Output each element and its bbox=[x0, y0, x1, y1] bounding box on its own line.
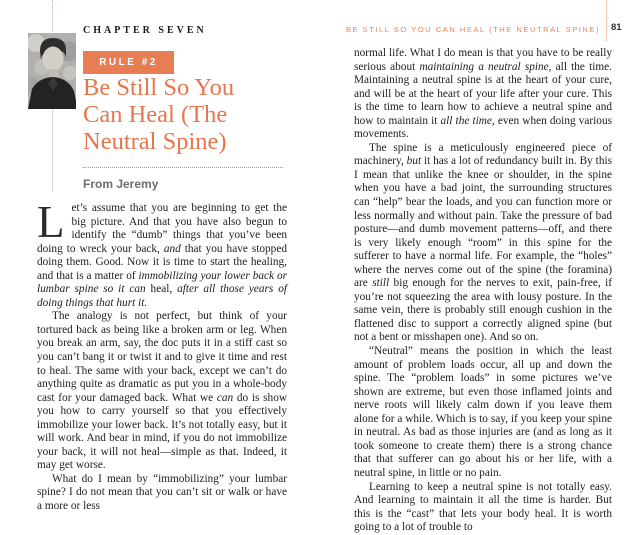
body-paragraph: Learning to keep a neutral spine is not totally easy. And learning to maintain it all the time is harder. But this is the “cast” that lets your body heal. It is worth going to a lot of trouble to bbox=[354, 480, 612, 534]
drop-cap: L bbox=[37, 197, 65, 247]
rule-badge bbox=[83, 51, 174, 74]
page-number: 81 bbox=[611, 22, 622, 33]
running-head: BE STILL SO YOU CAN HEAL (THE NEUTRAL SPINE) bbox=[345, 25, 600, 34]
body-paragraph bbox=[37, 197, 288, 310]
chapter-label: CHAPTER SEVEN bbox=[83, 25, 207, 36]
paragraph-text: et’s assume that you are beginning to get the big picture. And that you have also begun to identify the “dumb” things that you’ve been doing to wreck your back, and that you have stopped doing them. Good. Now it is time to start the healing, and that is a matter of immobilizing your lower back or lumbar spine so it can heal, after all those years of doing things that hurt it. bbox=[37, 202, 288, 309]
rule-badge-label: RULE #2 bbox=[99, 57, 158, 68]
body-paragraph: The analogy is not perfect, but think of your tortured back as being like a broken arm or leg. When you break an arm, say, the doc puts it in a stiff cast so you can’t bang it or twist it and to give it time and rest to heal. The same with your back, except we can’t do anything quite as dramatic as put you in a whole-body cast for your damaged back. What we can do is show you how to carry yourself so that you effectively immobilize your lower back. It’s not totally easy, but it will work. And bear in mind, if you do not immobilize your back, it will not heal—simple as that. Indeed, it may get worse. bbox=[37, 310, 287, 472]
body-paragraph: The spine is a meticulously engineered piece of machinery, but it has a lot of redundancy built in. By this I mean that unlike the knee or shoulder, in the spine when you have a bad joint, the surrounding structures can “help” bear the loads, and you can function more or less normally and without pain. Take the pressure of bad posture—and dumb movement patterns—off, and there is very likely enough “room” in this spine for the sufferer to have a normal life. For example, the “holes” where the nerves come out of the spine (the foramina) are still big enough for the nerves to exit, pain-free, if you’re not squeezing the area with lousy posture. In the same vein, there is probably still enough cushion in the flattened disc to support a correctly aligned spine (but not a bent or misshapen one). And so on. bbox=[354, 141, 612, 344]
left-column bbox=[37, 197, 288, 514]
author-photo bbox=[28, 33, 76, 109]
right-column bbox=[354, 47, 612, 535]
byline: From Jeremy bbox=[83, 177, 159, 191]
body-paragraph: “Neutral” means the position in which the least amount of problem loads occur, all up and down the spine. The “problem loads” in some pictures we’ve shown are extreme, but even those inflamed joints and nerve roots will likely calm down if you leave them alone for a while. Which is to say, if you keep your spine in neutral. As bad as those injuries are (and as long as it took someone to create them) there is a strong chance that that sufferer can go about his or her life, with a neutral spine, in little or no pain. bbox=[354, 345, 612, 479]
title-divider-dotted-rule bbox=[83, 167, 283, 168]
chapter-title: Be Still So You Can Heal (The Neutral Spine) bbox=[83, 74, 235, 155]
body-paragraph: What do I mean by “immobilizing” your lumbar spine? I do not mean that you can’t sit or walk or have a more or less bbox=[37, 472, 287, 513]
header-divider-dotted-rule bbox=[606, 0, 607, 41]
body-paragraph: normal life. What I do mean is that you have to be really serious about maintaining a neutral spine, all the time. Maintaining a neutral spine is at the heart of your cure, and will be at the heart of your life after your cure. This is the time to learn how to achieve a neutral spine and how to maintain it all the time, even when doing various movements. bbox=[354, 47, 612, 141]
